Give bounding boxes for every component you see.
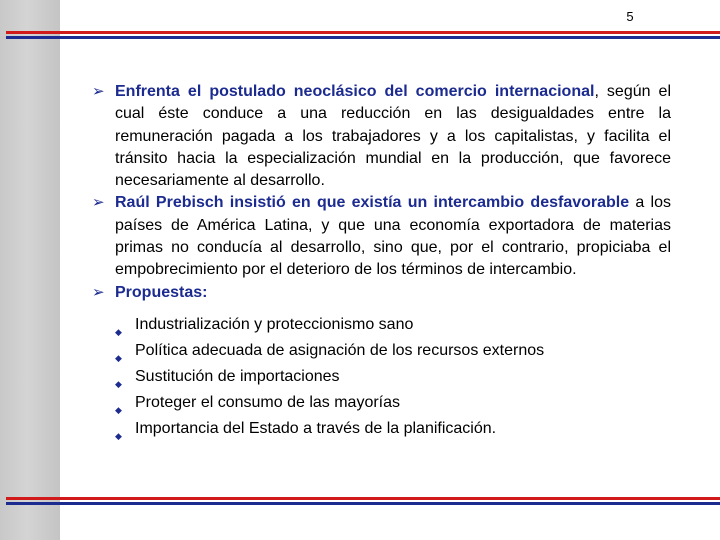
list-item-text: Sustitución de importaciones: [135, 367, 340, 385]
list-item: [115, 416, 671, 442]
top-divider-blue-line: [6, 36, 720, 39]
paragraph-text: a los países de América Latina, y que una economía exportadora de materias primas no conducía al desarrollo, sino que, por el contrario, propiciaba el empobrecimiento por el deterioro de los términos de intercambio.: [115, 194, 671, 279]
slide-body: [92, 81, 671, 442]
list-item: [115, 338, 671, 364]
left-sidebar-band: [0, 0, 60, 540]
page-number: 5: [626, 9, 634, 24]
paragraph-lead: Enfrenta el postulado neoclásico del comercio internacional: [115, 83, 595, 100]
diamond-bullet-icon: ◆: [115, 352, 122, 363]
paragraph-text: , según el cual éste conduce a una reducción en las desigualdades entre la remuneración pagada a los trabajadores y a los capitalistas, y facilita el tránsito hacia la especialización mundial en la producción, que favorece necesariamente al desarrollo.: [115, 83, 671, 190]
diamond-bullet-icon: ◆: [115, 404, 122, 415]
arrow-bullet-icon: ➢: [92, 194, 105, 212]
diamond-bullet-icon: ◆: [115, 378, 122, 389]
list-item: [115, 312, 671, 338]
list-item-text: Industrialización y proteccionismo sano: [135, 315, 414, 333]
diamond-bullet-icon: ◆: [115, 326, 122, 337]
list-item: [115, 364, 671, 390]
bottom-divider: [6, 497, 720, 506]
proposals-heading: Propuestas:: [115, 283, 208, 301]
paragraph-prebisch: [92, 192, 671, 281]
list-item: [115, 390, 671, 416]
top-divider-red-line: [6, 31, 720, 34]
paragraph-neoclassical: [92, 81, 671, 192]
top-divider: [6, 31, 720, 40]
proposals-list: [92, 312, 671, 442]
list-item-text: Proteger el consumo de las mayorías: [135, 393, 401, 411]
proposals-section: [92, 282, 671, 304]
diamond-bullet-icon: ◆: [115, 430, 122, 441]
list-item-text: Política adecuada de asignación de los recursos externos: [135, 341, 545, 359]
list-item-text: Importancia del Estado a través de la planificación.: [135, 419, 497, 437]
paragraph-lead: Raúl Prebisch insistió en que existía un intercambio desfavorable: [115, 194, 630, 212]
arrow-bullet-icon: ➢: [92, 83, 105, 100]
bottom-divider-red-line: [6, 497, 720, 500]
arrow-bullet-icon: ➢: [92, 283, 105, 301]
bottom-divider-blue-line: [6, 502, 720, 505]
